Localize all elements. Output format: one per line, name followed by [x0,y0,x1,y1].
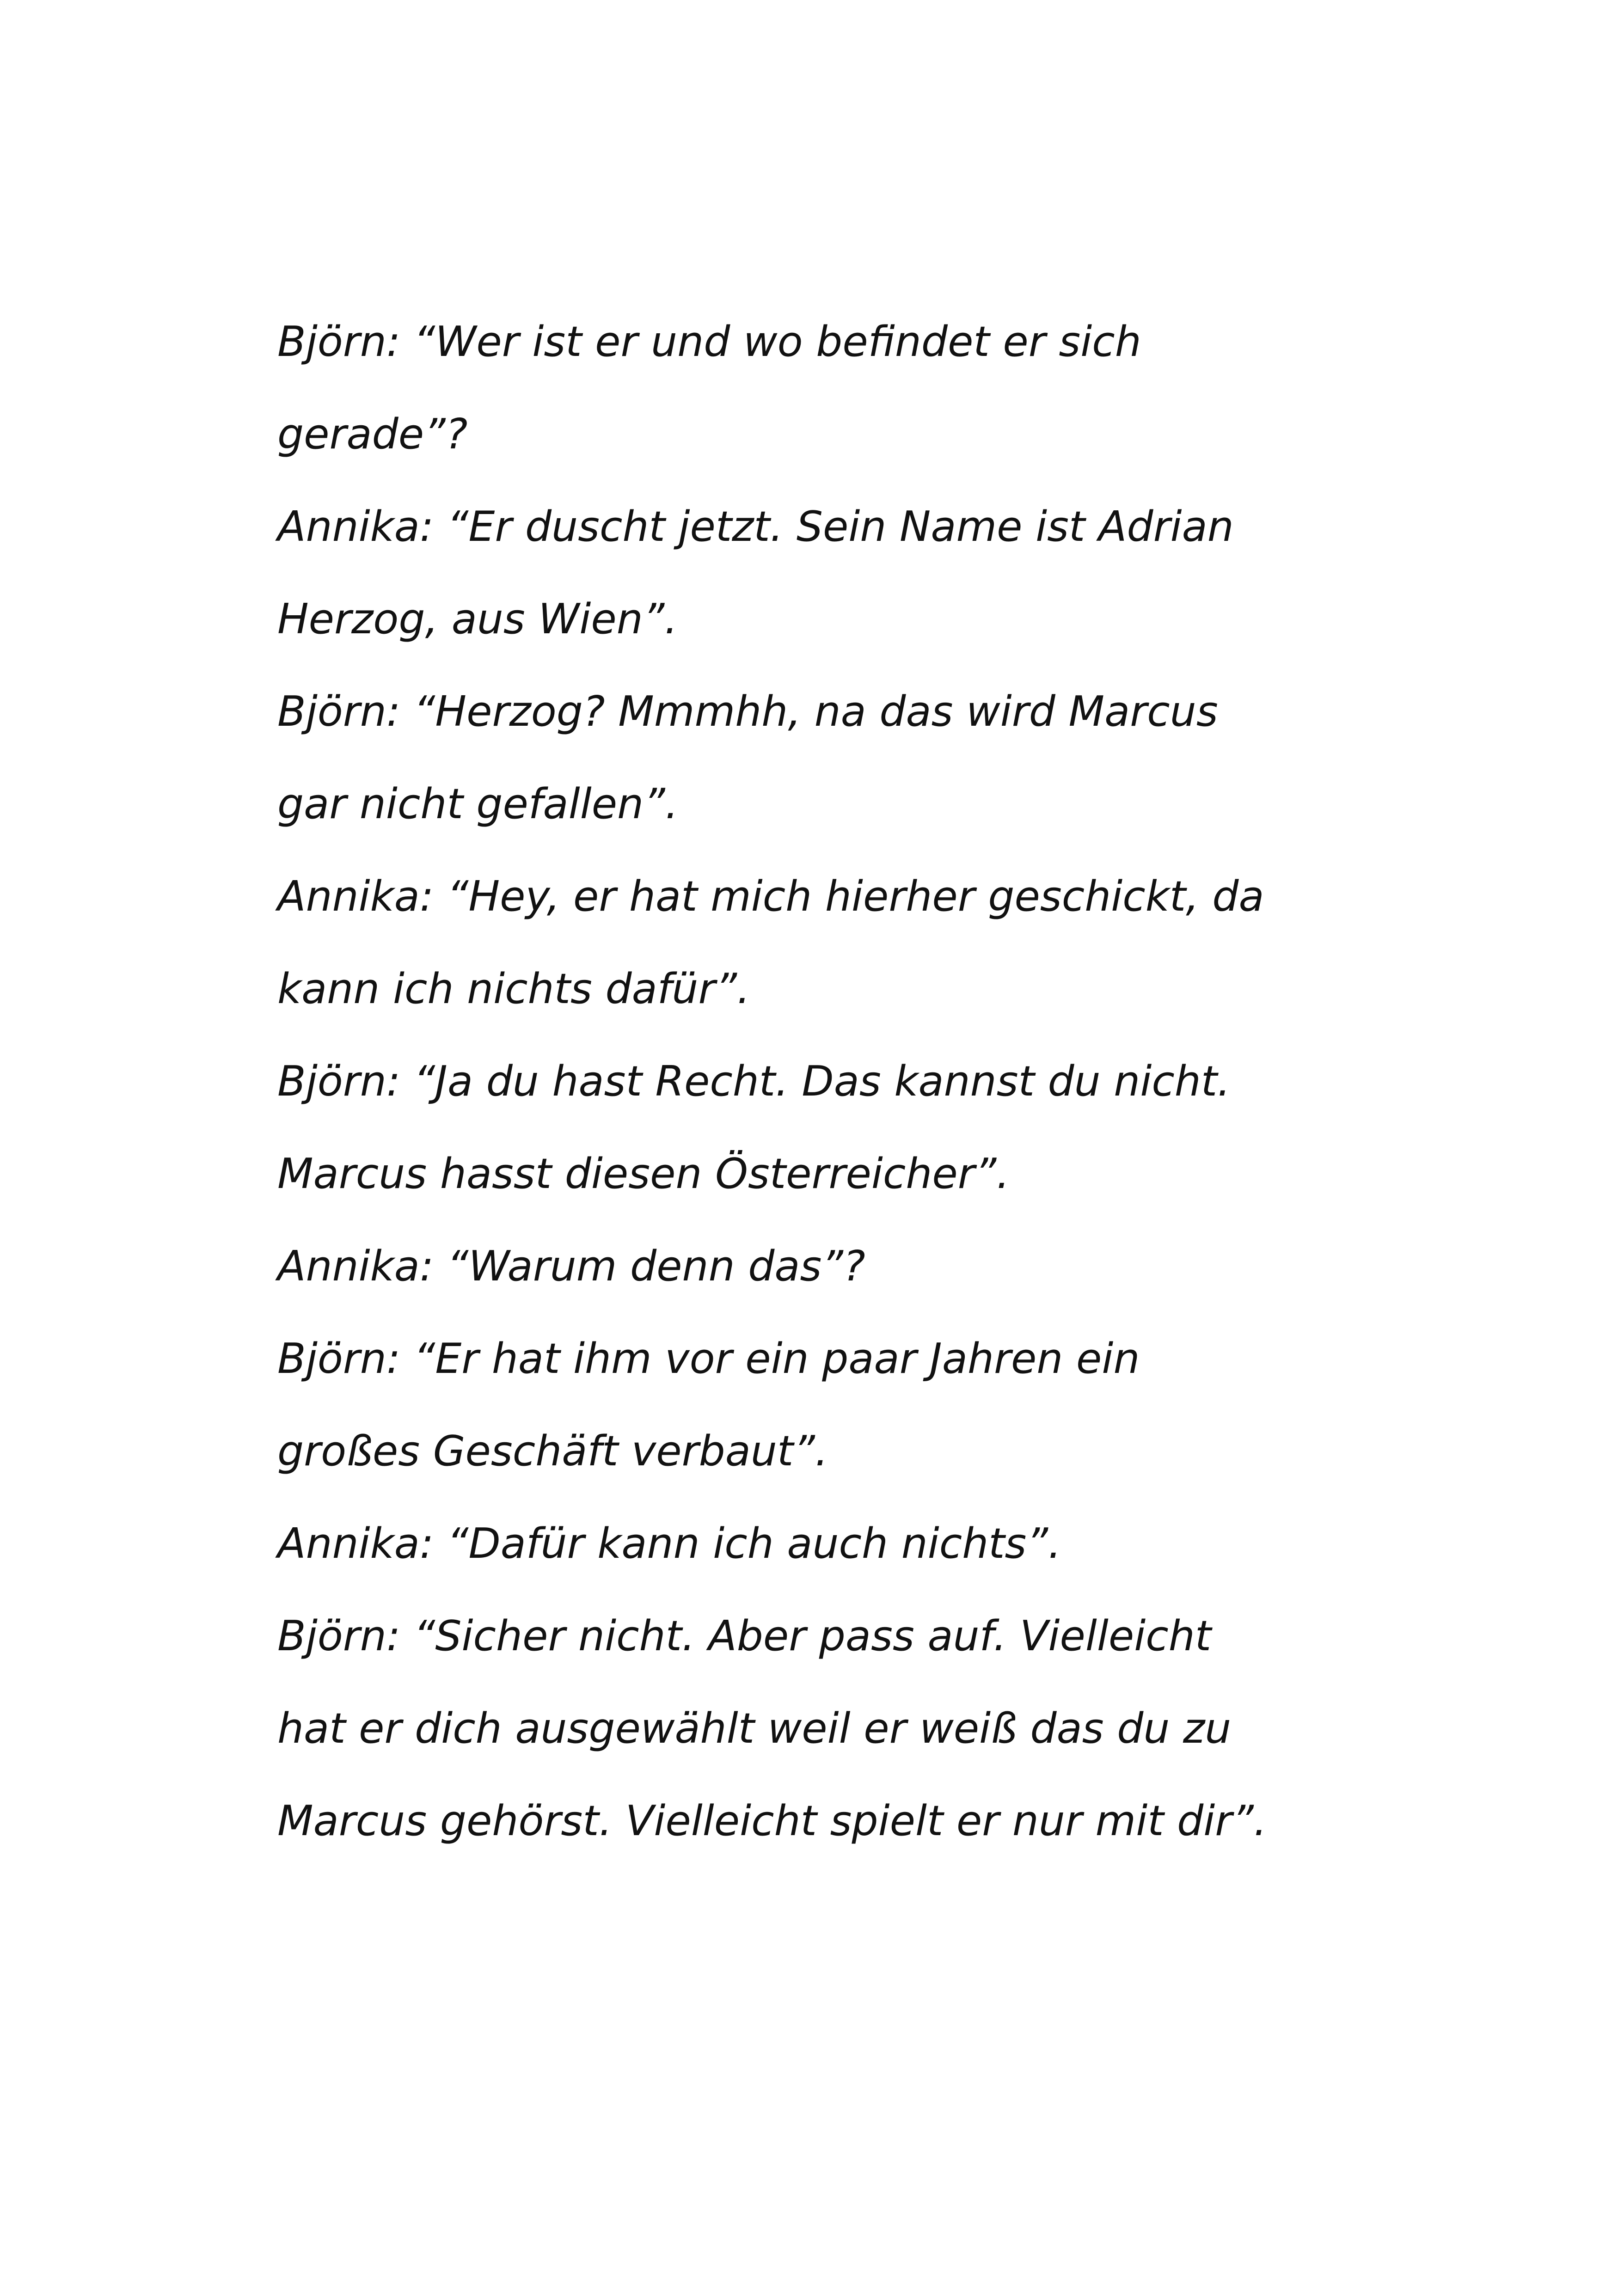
text-line: Marcus hasst diesen Österreicher”. [277,1150,1010,1198]
text-line: Annika: “Hey, er hat mich hierher geschickt, da [277,872,1264,921]
text-line: Björn: “Herzog? Mmmhh, na das wird Marcus [277,687,1218,736]
text-line: Annika: “Er duscht jetzt. Sein Name ist Adrian [277,502,1234,551]
text-line: Björn: “Wer ist er und wo befindet er sich [277,318,1141,366]
text-line: Björn: “Sicher nicht. Aber pass auf. Vielleicht [277,1612,1212,1660]
text-line: kann ich nichts dafür”. [277,965,750,1013]
text-line: hat er dich ausgewählt weil er weiß das du zu [277,1704,1232,1753]
text-line: gerade”? [277,410,468,459]
text-line: Annika: “Warum denn das”? [277,1242,865,1291]
text-line: großes Geschäft verbaut”. [277,1427,828,1476]
text-line: Björn: “Ja du hast Recht. Das kannst du nicht. [277,1057,1231,1106]
text-line: Marcus gehörst. Vielleicht spielt er nur mit dir”. [277,1797,1267,1845]
text-line: Herzog, aus Wien”. [277,595,678,643]
text-line: gar nicht gefallen”. [277,780,679,828]
text-line: Björn: “Er hat ihm vor ein paar Jahren ein [277,1335,1140,1383]
text-line: Annika: “Dafür kann ich auch nichts”. [277,1519,1061,1568]
dialogue-text [277,296,1387,1867]
